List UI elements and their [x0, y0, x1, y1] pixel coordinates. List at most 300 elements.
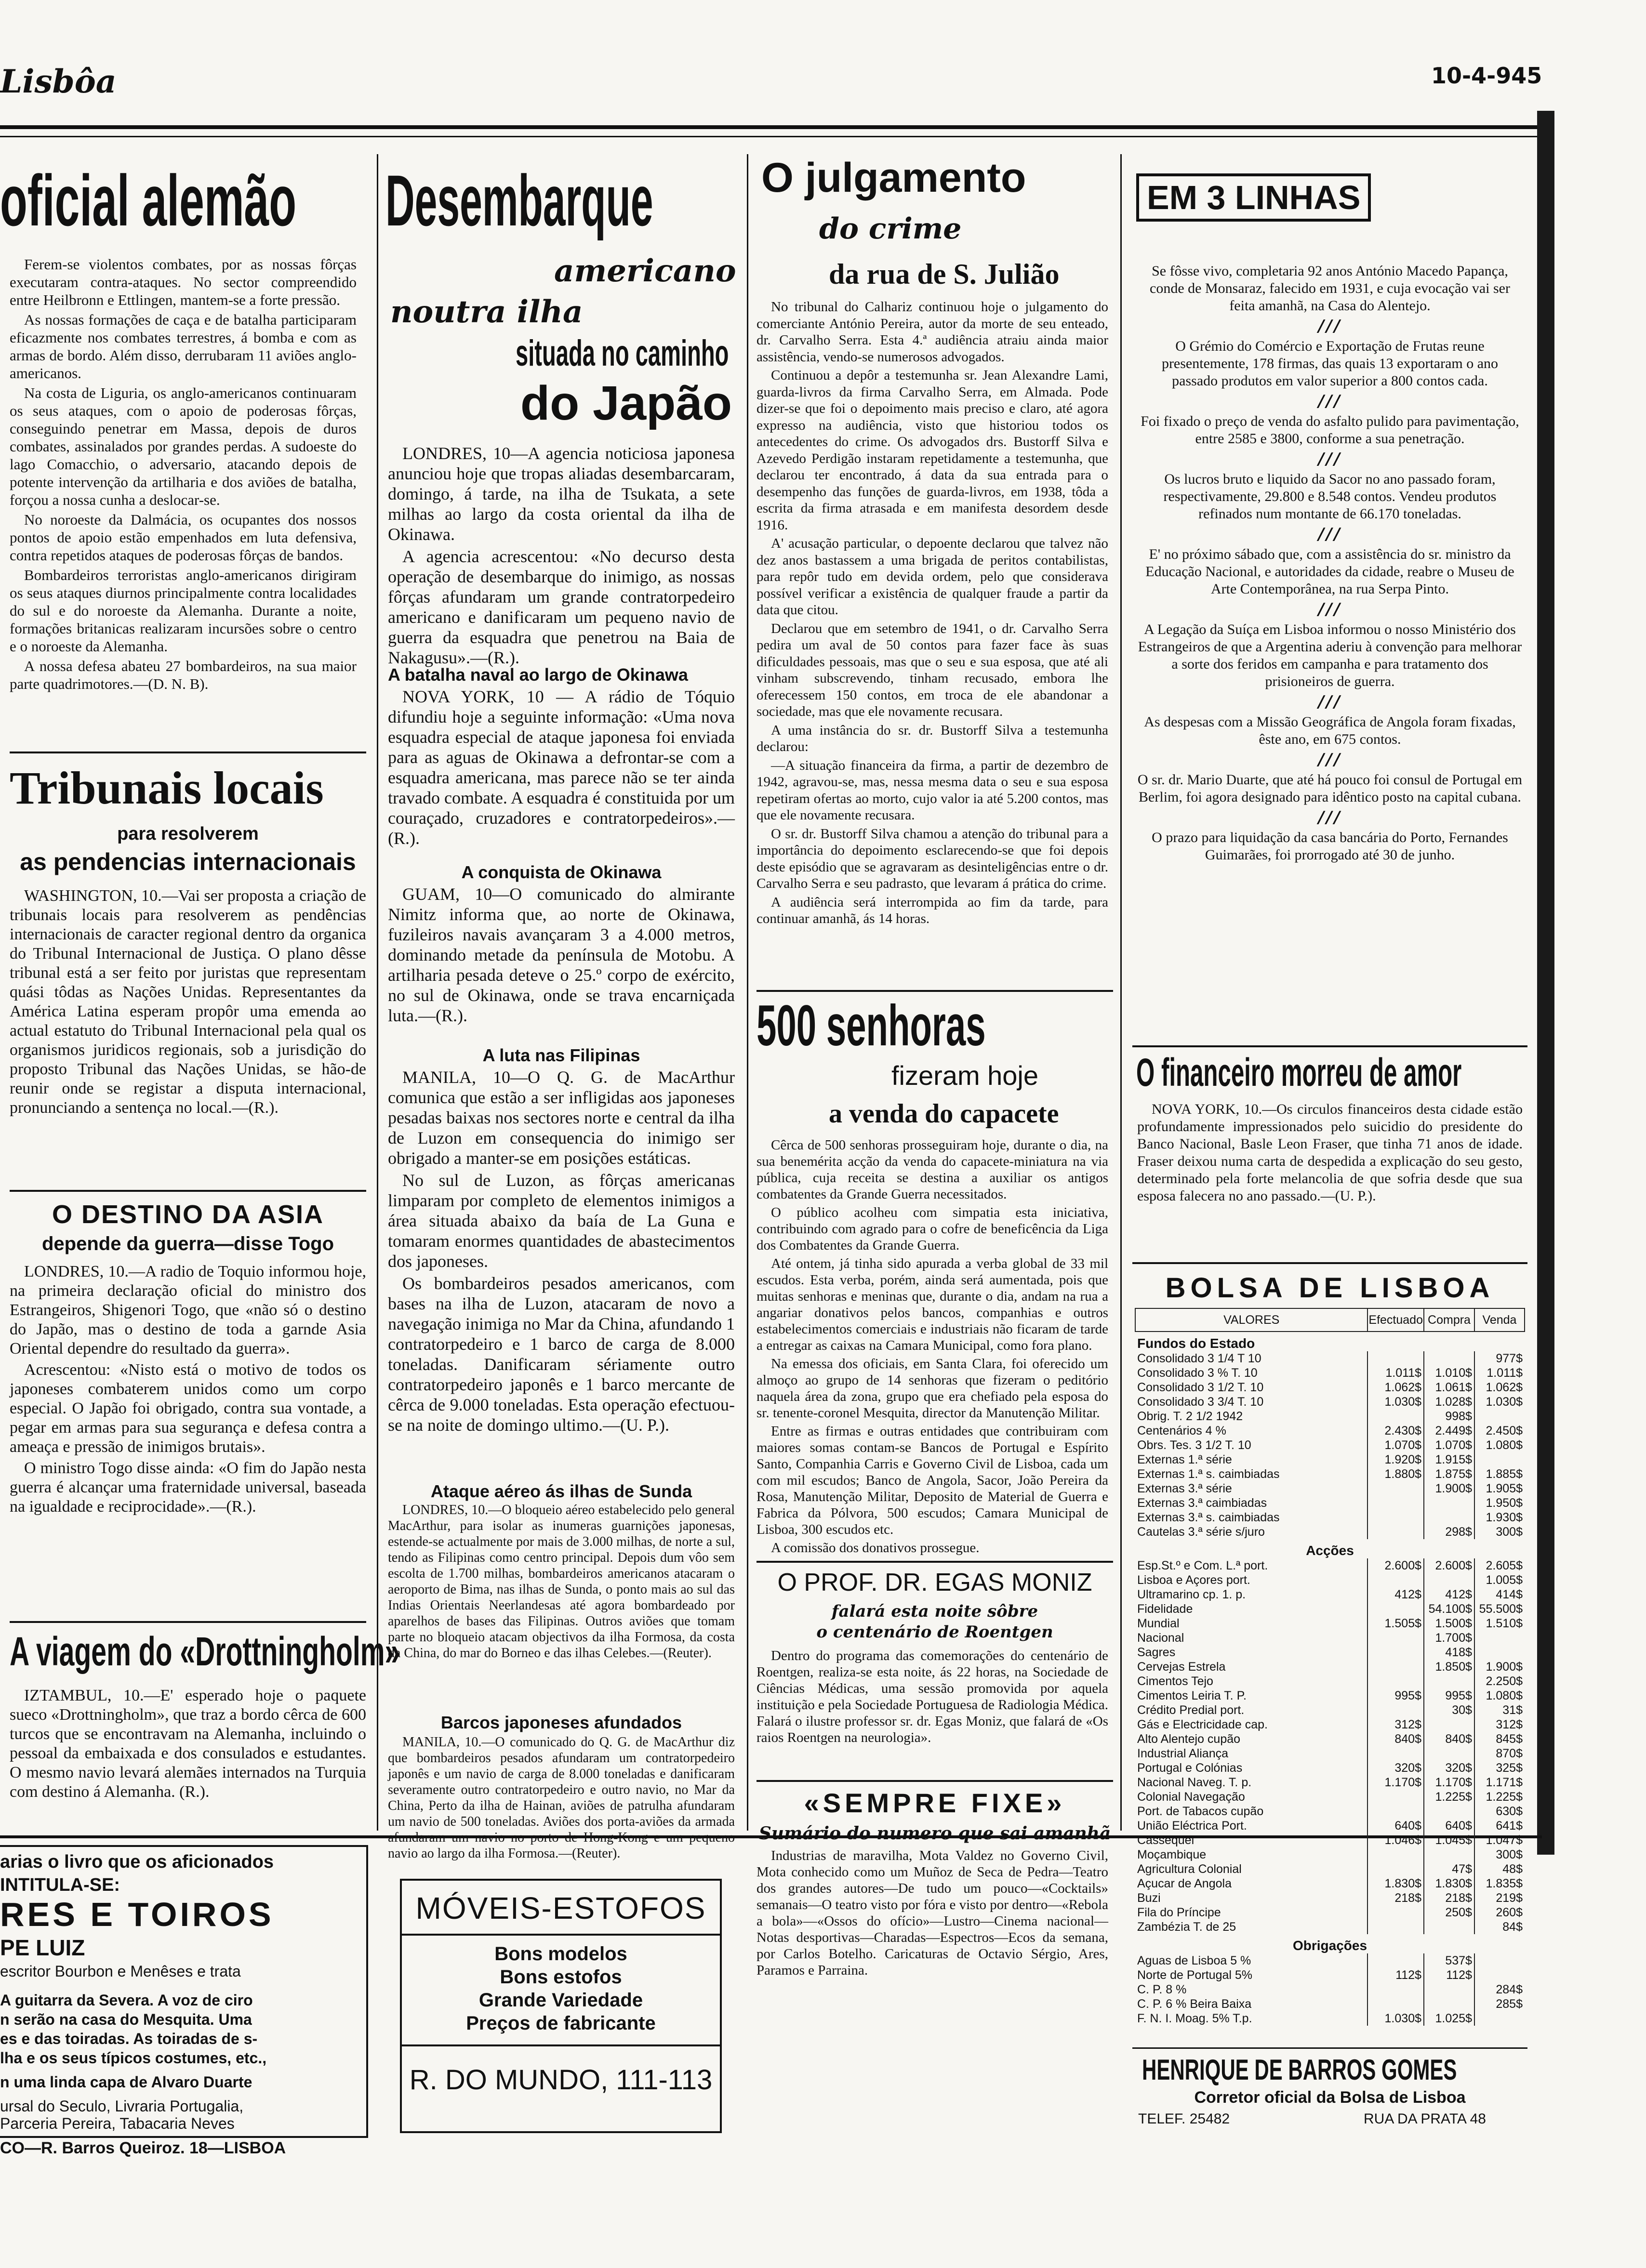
bolsa-row [1135, 1905, 1525, 1920]
bolsa-row [1135, 1602, 1525, 1616]
bolsa-row [1135, 1674, 1525, 1688]
bolsa-efectuado: 1.170$ [1367, 1775, 1424, 1790]
bolsa-row [1135, 1804, 1525, 1819]
ad-line: Parceria Pereira, Tabacaria Neves [0, 2115, 235, 2132]
broker-phone: TELEF. 25482 [1138, 2111, 1230, 2127]
bolsa-row [1135, 1587, 1525, 1602]
separator-mark: /// [1318, 525, 1342, 544]
bolsa-efectuado: 840$ [1367, 1732, 1424, 1746]
bolsa-efectuado: 640$ [1367, 1819, 1424, 1833]
bolsa-row [1135, 1732, 1525, 1746]
ad-line: Bons estofos [500, 1966, 622, 1988]
ad-line: Grande Variedade [478, 1990, 643, 2011]
bolsa-efectuado [1367, 1847, 1424, 1862]
bolsa-venda [1474, 1452, 1525, 1467]
bolsa-efectuado [1367, 1645, 1424, 1660]
bolsa-security-name: Agricultura Colonial [1137, 1862, 1242, 1876]
bolsa-compra: 1.225$ [1424, 1790, 1474, 1804]
bolsa-venda: 2.605$ [1474, 1558, 1525, 1573]
bolsa-venda: 1.011$ [1474, 1366, 1525, 1380]
ad-line: Preços de fabricante [466, 2013, 656, 2034]
subhead: para resolverem [117, 824, 259, 844]
subhead: Sumário do numero que sai amanhã [758, 1823, 1111, 1844]
bolsa-compra: 995$ [1424, 1688, 1474, 1703]
bolsa-row [1135, 1790, 1525, 1804]
paragraph: As nossas formações de caça e de batalha participaram eficazmente nos combates terrestres, á bomba e com as armas de bordo. Além disso, derrubaram 11 aviões anglo-americanos. [10, 311, 357, 382]
bolsa-compra: 1.915$ [1424, 1452, 1474, 1467]
paragraph: Entre as firmas e outras entidades que contribuiram com maiores somas contam-se Bancos de Portugal e Espírito Santo, Companhia Carris e Governo Civil de Lisboa, cada um com mil escudos; Banco de Angola, Sacor, João Pereira da Rosa, Manutenção Militar, Deposito de Material de Guerra e Fabrica da Pólvora, 500 escudos; Camara Municipal de Lisboa, 300 escudos etc. [757, 1424, 1108, 1537]
bolsa-row [1135, 1891, 1525, 1905]
paragraph: A comissão dos donativos prossegue. [771, 1540, 980, 1556]
divider [402, 1934, 720, 1936]
headline-destino-asia: O DESTINO DA ASIA [52, 1200, 324, 1229]
bolsa-row [1135, 1847, 1525, 1862]
headline-oficial-alemao: oficial alemão [0, 160, 297, 241]
bolsa-venda: 260$ [1474, 1905, 1525, 1920]
bolsa-security-name: Alto Alentejo cupão [1137, 1732, 1241, 1746]
paragraph: Os bombardeiros pesados americanos, com bases na ilha de Luzon, atacaram de novo a navegação inimiga no Mar da China, afundando 1 contratorpedeiro e 1 barco de carga de 8.000 toneladas. Danificaram sériamente outro contratorpedeiro japonês e 1 barco mercante de cêrca de 9.000 toneladas. Esta operação efectuou-se na noite de domingo ultimo.—(U. P.). [388, 1274, 735, 1435]
bolsa-row [1135, 1366, 1525, 1380]
bolsa-security-name: Externas 3.ª s. caimbiadas [1137, 1510, 1280, 1524]
article-500-senhoras [757, 1137, 1108, 1556]
bolsa-row [1135, 1510, 1525, 1525]
news-brief: Foi fixado o preço de venda do asfalto pulido para pavimentação, entre 2585 e 3800, conforme a sua penetração. [1141, 413, 1519, 447]
bolsa-venda: 630$ [1474, 1804, 1525, 1819]
article-desembarque [388, 443, 735, 684]
paragraph: No noroeste da Dalmácia, os ocupantes dos nossos pontos de apoio estão empenhados em luta defensiva, contra repetidos ataques de poderosas fôrças de bandos. [10, 511, 357, 564]
bolsa-compra: 320$ [1424, 1761, 1474, 1775]
ad-line: escritor Bourbon e Menêses e trata [0, 1963, 241, 1980]
em-3-linhas-list [1137, 263, 1523, 1014]
bolsa-compra: 998$ [1424, 1409, 1474, 1424]
bolsa-compra: 47$ [1424, 1862, 1474, 1876]
paragraph: IZTAMBUL, 10.—E' esperado hoje o paquete sueco «Drottningholm», que traz a bordo cêrca de 600 turcos que se encontravam na Alemanha, incluindo o pessoal da embaixada e dos consulados e estudantes. O mesmo navio levará alemães internados na Turquia com destino á Alemanha. (R.). [10, 1687, 366, 1801]
news-brief: O Grémio do Comércio e Exportação de Frutas reune presentemente, 178 firmas, das quais 13 exportaram o ano passado produtos em valor superior a 800 contos cada. [1161, 338, 1499, 389]
bolsa-compra: 298$ [1424, 1525, 1474, 1539]
bolsa-security-name: Norte de Portugal 5% [1137, 1968, 1253, 1982]
bolsa-efectuado [1367, 1862, 1424, 1876]
bolsa-efectuado [1367, 1409, 1424, 1424]
bolsa-efectuado: 312$ [1367, 1717, 1424, 1732]
bolsa-venda: 1.950$ [1474, 1496, 1525, 1510]
bolsa-security-name: Consolidado 3 1/4 T 10 [1137, 1351, 1261, 1365]
divider [402, 2044, 720, 2046]
bolsa-section-row [1135, 1539, 1525, 1558]
bolsa-section-label: Fundos do Estado [1137, 1336, 1255, 1351]
bolsa-efectuado [1367, 1920, 1424, 1934]
bolsa-compra: 1.500$ [1424, 1616, 1474, 1631]
ad-line: lha e os seus típicos costumes, etc., [0, 2049, 267, 2067]
subhead: o centenário de Roentgen [816, 1622, 1053, 1642]
issue-date: 10-4-945 [1431, 63, 1542, 89]
bolsa-efectuado [1367, 1905, 1424, 1920]
paragraph: Acrescentou: «Nisto está o motivo de todos os japoneses combaterem unidos como um corpo especial. O Japão foi obrigado, contra sua vontade, a pegar em armas para sua segurança e defesa contra a ameaça e pressão de inimigos brutais». [10, 1361, 366, 1456]
paragraph: Declarou que em setembro de 1941, o dr. Carvalho Serra pedira um aval de 50 contos para fazer face às suas dificuldades pessoais, mas que o seu e sua esposa, que até ali vinham subscrevendo, tinham recusado, embora lhe oferecessem 150 contos, em troca de ele abandonar a sociedade, mas que ele novamente recusara. [757, 620, 1108, 719]
bolsa-venda: 285$ [1474, 1997, 1525, 2011]
bolsa-venda: 300$ [1474, 1847, 1525, 1862]
bolsa-security-name: Açucar de Angola [1137, 1876, 1232, 1890]
bolsa-compra [1424, 1674, 1474, 1688]
bolsa-row [1135, 1525, 1525, 1539]
bolsa-security-name: Cervejas Estrela [1137, 1660, 1226, 1674]
bolsa-row [1135, 1351, 1525, 1366]
bolsa-venda [1474, 2011, 1525, 2026]
bolsa-security-name: Lisboa e Açores port. [1137, 1573, 1250, 1587]
bolsa-section-label: Obrigações [1292, 1938, 1367, 1953]
bolsa-row [1135, 1631, 1525, 1645]
paragraph: LONDRES, 10.—A radio de Toquio informou hoje, na primeira declaração oficial do ministro dos Estrangeiros, Shigenori Togo, que «não só o destino do Japão, mas o destino de toda a garnde Asia Oriental dependre do resultado da guerra». [10, 1263, 366, 1358]
bolsa-efectuado: 1.046$ [1367, 1833, 1424, 1847]
bolsa-compra: 250$ [1424, 1905, 1474, 1920]
bolsa-security-name: União Eléctrica Port. [1137, 1819, 1247, 1833]
bolsa-compra: 2.449$ [1424, 1424, 1474, 1438]
bolsa-venda: 1.005$ [1474, 1573, 1525, 1587]
subhead: falará esta noite sôbre [831, 1602, 1038, 1621]
bolsa-row [1135, 1467, 1525, 1481]
bolsa-row [1135, 1438, 1525, 1452]
bolsa-venda: 977$ [1474, 1351, 1525, 1366]
bolsa-venda: 1.080$ [1474, 1688, 1525, 1703]
bolsa-venda: 312$ [1474, 1717, 1525, 1732]
paragraph: No tribunal do Calhariz continuou hoje o julgamento do comerciante António Pereira, autor da morte de seu enteado, dr. Carvalho Serra. Esta 4.ª audiência atraiu ainda maior assistência, vendo-se numerosos advogados. [757, 299, 1108, 365]
bolsa-row [1135, 1876, 1525, 1891]
bolsa-row [1135, 1703, 1525, 1717]
bolsa-row [1135, 1380, 1525, 1395]
paragraph: A audiência será interrompida ao fim da tarde, para continuar amanhã, ás 14 horas. [757, 894, 1108, 926]
bolsa-section-label: Acções [1306, 1543, 1354, 1558]
bolsa-security-name: Esp.St.º e Com. L.ª port. [1137, 1558, 1268, 1572]
bolsa-col-header: Venda [1474, 1308, 1525, 1332]
ad-line: n serão na casa do Mesquita. Uma [0, 2011, 252, 2028]
bolsa-row [1135, 1481, 1525, 1496]
bolsa-compra: 1.850$ [1424, 1660, 1474, 1674]
bolsa-row [1135, 1573, 1525, 1587]
bolsa-efectuado [1367, 1602, 1424, 1616]
bolsa-compra: 418$ [1424, 1645, 1474, 1660]
column-divider [1120, 154, 1122, 1831]
bolsa-row [1135, 1968, 1525, 1982]
divider [757, 990, 1113, 992]
section-heading: Barcos japoneses afundados [440, 1713, 682, 1732]
bolsa-row [1135, 1558, 1525, 1573]
bolsa-venda: 1.030$ [1474, 1395, 1525, 1409]
bolsa-venda: 1.930$ [1474, 1510, 1525, 1525]
article-drottningholm [10, 1686, 366, 1831]
bolsa-security-name: Ultramarino cp. 1. p. [1137, 1587, 1246, 1601]
bolsa-efectuado: 1.062$ [1367, 1380, 1424, 1395]
bolsa-table-wrap [1135, 1308, 1525, 2040]
ad-moveis-estofos [400, 1879, 722, 2133]
bolsa-security-name: Fidelidade [1137, 1602, 1193, 1616]
bolsa-efectuado: 1.030$ [1367, 2011, 1424, 2026]
bolsa-efectuado: 1.830$ [1367, 1876, 1424, 1891]
bolsa-security-name: Buzi [1137, 1891, 1161, 1905]
bolsa-row [1135, 1688, 1525, 1703]
bolsa-security-name: Colonial Navegação [1137, 1790, 1245, 1804]
bolsa-security-name: Cimentos Leiria T. P. [1137, 1688, 1247, 1702]
bolsa-efectuado: 112$ [1367, 1968, 1424, 1982]
bolsa-compra [1424, 1496, 1474, 1510]
paragraph: —A situação financeira da firma, a partir de dezembro de 1942, agravou-se, mas, nessa mesma data o seu e sua esposa repetiram ofertas ao morto, cujo valor ia até 5.200 contos, mas que ele novamente recusara. [757, 757, 1108, 823]
bolsa-venda: 325$ [1474, 1761, 1525, 1775]
headline-drottningholm: A viagem do «Drottningholm» [10, 1629, 400, 1674]
paragraph: Até ontem, já tinha sido apurada a verba global de 33 mil escudos. Esta verba, porém, ainda será aumentada, pois que muitas senhoras e meninas que, durante o dia, andam na rua a angariar donativos pelos bancos, companhias e outros estabelecimentos comerciais e industriais não ficaram de tarde a entregar as caixas na Camara Municipal, como fora plano. [757, 1256, 1108, 1353]
bolsa-compra [1424, 1982, 1474, 1997]
bolsa-efectuado [1367, 1496, 1424, 1510]
bolsa-security-name: Portugal e Colónias [1137, 1761, 1243, 1775]
bolsa-compra: 412$ [1424, 1587, 1474, 1602]
news-brief: As despesas com a Missão Geográfica de Angola foram fixadas, êste ano, em 675 contos. [1144, 714, 1516, 747]
ad-line: A guitarra da Severa. A voz de ciro [0, 1991, 253, 2009]
bolsa-venda: 31$ [1474, 1703, 1525, 1717]
bolsa-efectuado [1367, 1525, 1424, 1539]
bolsa-efectuado [1367, 1997, 1424, 2011]
bolsa-compra: 54.100$ [1424, 1602, 1474, 1616]
paragraph: MANILA, 10.—O comunicado do Q. G. de MacArthur diz que bombardeiros pesados afundaram um contratorpedeiro japonês e um navio de carga de 8.000 toneladas e danificaram severamente outro contratorpedeiro e outro navio, no Mar da China, Perto da ilha de Hainan, aviões de patrulha afundaram um navio de 500 toneladas. Aviões dos porta-aviões da armada afundaram um navio no porto de Hong-Kong e um pequeno navio ao largo da ilha Formosa.—(Reuter). [388, 1735, 735, 1861]
bolsa-security-name: Obrs. Tes. 3 1/2 T. 10 [1137, 1438, 1251, 1452]
paragraph: A uma instância do sr. dr. Bustorff Silva a testemunha declarou: [757, 722, 1108, 754]
ad-line: ursal do Seculo, Livraria Portugalia, [0, 2097, 244, 2115]
news-brief: A Legação da Suíça em Lisboa informou o nosso Ministério dos Estrangeiros de que a Argentina aderiu à convenção para melhorar a sorte dos feridos em campanha e para tratamento dos prisioneiros de guerra. [1138, 621, 1522, 689]
bolsa-venda: 1.905$ [1474, 1481, 1525, 1496]
headline-financeiro: O financeiro morreu de amor [1136, 1051, 1462, 1094]
headline-500-senhoras: 500 senhoras [757, 993, 986, 1058]
bolsa-venda: 1.080$ [1474, 1438, 1525, 1452]
paragraph: Bombardeiros terroristas anglo-americanos dirigiram os seus ataques diurnos principalmente contra localidades do sul e do noroeste da Alemanha. Durante a noite, formações britanicas realizaram incursões sobre o centro e o noroeste da Alemanha. [10, 567, 357, 655]
bolsa-security-name: Zambézia T. de 25 [1137, 1920, 1236, 1934]
bolsa-table [1135, 1308, 1525, 2026]
section-heading: A conquista de Okinawa [461, 862, 662, 882]
bolsa-compra: 1.875$ [1424, 1467, 1474, 1481]
bolsa-compra: 1.028$ [1424, 1395, 1474, 1409]
column-divider [747, 154, 748, 1831]
bolsa-efectuado [1367, 1804, 1424, 1819]
bolsa-compra: 2.600$ [1424, 1558, 1474, 1573]
bolsa-row [1135, 1862, 1525, 1876]
ad-line: RES E TOIROS [0, 1896, 274, 1933]
bolsa-col-header: Efectuado [1367, 1308, 1424, 1332]
bolsa-venda [1474, 1968, 1525, 1982]
ad-line: es e das toiradas. As toiradas de s- [0, 2030, 258, 2047]
paragraph: NOVA YORK, 10.—Os circulos financeiros desta cidade estão profundamente impressionados pelo suicidio do presidente do Banco Nacional, Basle Leon Fraser, que tinha 71 anos de idade. Fraser deixou numa carta de despedida a explicação do seu gesto, determinado pela forte melancolia de que sofria desde que sua esposa falecera no ano passado.—(U. P.). [1137, 1101, 1523, 1204]
ad-line: MÓVEIS-ESTOFOS [415, 1891, 706, 1925]
bolsa-security-name: Cassequel [1137, 1833, 1195, 1847]
ad-line: INTITULA-SE: [0, 1875, 120, 1895]
divider [10, 1190, 366, 1192]
bolsa-row [1135, 1775, 1525, 1790]
bolsa-header-row [1135, 1308, 1525, 1332]
article-egas-moniz [757, 1648, 1108, 1773]
bolsa-efectuado: 2.430$ [1367, 1424, 1424, 1438]
bolsa-venda: 870$ [1474, 1746, 1525, 1761]
bolsa-efectuado [1367, 1631, 1424, 1645]
bolsa-venda [1474, 1953, 1525, 1968]
bolsa-efectuado: 995$ [1367, 1688, 1424, 1703]
bolsa-security-name: Consolidado 3 1/2 T. 10 [1137, 1380, 1264, 1394]
divider [757, 1780, 1113, 1782]
bolsa-row [1135, 1746, 1525, 1761]
bolsa-efectuado: 320$ [1367, 1761, 1424, 1775]
paragraph: A nossa defesa abateu 27 bombardeiros, na sua maior parte quadrimotores.—(D. N. B). [10, 658, 357, 692]
subhead: do Japão [520, 376, 732, 430]
section-heading: A batalha naval ao largo de Okinawa [388, 665, 688, 685]
bolsa-compra: 1.700$ [1424, 1631, 1474, 1645]
subhead: a venda do capacete [829, 1099, 1059, 1129]
bolsa-row [1135, 1761, 1525, 1775]
subhead: noutra ilha [390, 294, 583, 330]
bolsa-security-name: C. P. 8 % [1137, 1982, 1187, 1996]
bolsa-venda: 1.835$ [1474, 1876, 1525, 1891]
subhead: da rua de S. Julião [829, 258, 1060, 290]
bolsa-security-name: Sagres [1137, 1645, 1176, 1659]
bolsa-compra [1424, 1997, 1474, 2011]
article-julgamento [757, 299, 1108, 983]
bolsa-venda: 1.047$ [1474, 1833, 1525, 1847]
paragraph: O sr. dr. Bustorff Silva chamou a atenção do tribunal para a importância do depoimento esclarecendo-se que foi depois deste episódio que se agravaram as desinteligências entre o dr. Carvalho Serra e seu padrasto, que levaram á prática do crime. [757, 826, 1108, 891]
bolsa-section-row [1135, 1332, 1525, 1351]
paragraph: O ministro Togo disse ainda: «O fim do Japão nesta guerra é alcançar uma fraternidade universal, baseada na igualdade e reciprocidade».—(R.). [10, 1459, 366, 1516]
bolsa-venda: 284$ [1474, 1982, 1525, 1997]
bolsa-efectuado [1367, 1703, 1424, 1717]
bolsa-security-name: Centenários 4 % [1137, 1424, 1226, 1437]
bolsa-security-name: C. P. 6 % Beira Baixa [1137, 1997, 1252, 2011]
bolsa-efectuado: 2.600$ [1367, 1558, 1424, 1573]
bolsa-efectuado [1367, 1351, 1424, 1366]
news-brief: E' no próximo sábado que, com a assistência do sr. ministro da Educação Nacional, e autoridades da cidade, reabre o Museu de Arte Contemporânea, na rua Serpa Pinto. [1145, 546, 1514, 597]
bolsa-efectuado [1367, 1510, 1424, 1525]
bolsa-row [1135, 1953, 1525, 1968]
bolsa-row [1135, 1982, 1525, 1997]
bolsa-compra: 1.170$ [1424, 1775, 1474, 1790]
news-brief: Se fôsse vivo, completaria 92 anos António Macedo Papança, conde de Monsaraz, falecido em 1931, e cuja evocação vai ser feita amanhã, na Casa do Alentejo. [1150, 263, 1510, 314]
column-divider [377, 154, 378, 1831]
bolsa-compra: 112$ [1424, 1968, 1474, 1982]
bolsa-compra: 1.070$ [1424, 1438, 1474, 1452]
subhead: situada no caminho [516, 333, 729, 374]
bolsa-security-name: Obrig. T. 2 1/2 1942 [1137, 1409, 1243, 1423]
bolsa-row [1135, 1819, 1525, 1833]
paragraph: LONDRES, 10.—O bloqueio aéreo estabelecido pelo general MacArthur, para isolar as inumeras guarnições japonesas, estende-se actualmente por mais de 3.000 milhas, de norte a sul, tendo as Filipinas como centro principal. Depois dum vôo sem escolta de 1.700 milhas, bombardeiros americanos atacaram o aeroporto de Bima, nas ilhas de Sunda, o ponto mais ao sul das Indias Orientais Neerlandesas até agora bombardeado por aparelhos de bases das Filipinas. Outros aviões que tomam parte no bloqueio atacam objectivos da ilha Formosa, da costa da China, do mar do Borneo e das ilhas Celebes.—(Reuter). [388, 1503, 735, 1661]
paragraph: A agencia acrescentou: «No decurso desta operação de desembarque do inimigo, as nossas fôrças afundaram um grande contratorpedeiro americano e danificaram um pequeno navio de guerra da esquadra que penetrou na Baia de Nakagusu».—(R.). [388, 547, 735, 667]
bolsa-venda: 1.225$ [1474, 1790, 1525, 1804]
article-luta-filipinas [388, 1067, 735, 1481]
separator-mark: /// [1318, 692, 1342, 712]
bolsa-title: BOLSA DE LISBOA [1165, 1272, 1495, 1304]
bolsa-security-name: Fila do Príncipe [1137, 1905, 1221, 1919]
bolsa-compra [1424, 1351, 1474, 1366]
bolsa-security-name: Nacional Naveg. T. p. [1137, 1775, 1252, 1789]
headline-desembarque: Desembarque [385, 160, 653, 241]
bolsa-security-name: Consolidado 3 % T. 10 [1137, 1366, 1258, 1380]
paragraph: MANILA, 10—O Q. G. de MacArthur comunica que estão a ser infligidas aos japoneses pesadas baixas nos sectores norte e central da ilha de Luzon em consequencia do inimigo ser obrigado a manter-se em posições estáticas. [388, 1068, 735, 1168]
separator-mark: /// [1318, 750, 1342, 769]
paragraph: O público acolheu com simpatia esta iniciativa, contribuindo com agrado para o cofre de beneficência da Liga dos Combatentes da Grande Guerra. [757, 1205, 1108, 1253]
bolsa-section-row [1135, 1934, 1525, 1953]
bolsa-row [1135, 1660, 1525, 1674]
bolsa-security-name: Cimentos Tejo [1137, 1674, 1213, 1688]
bolsa-venda: 84$ [1474, 1920, 1525, 1934]
bolsa-efectuado [1367, 1953, 1424, 1968]
bolsa-venda: 1.885$ [1474, 1467, 1525, 1481]
paragraph: WASHINGTON, 10.—Vai ser proposta a criação de tribunais locais para resolverem as pendências internacionais de caracter regional dentro da organica do Tribunal Internacional de Justiça. O plano dêsse tribunal está a ser feito por juristas que representam quási tôdas as Nações Unidas. Representantes da América Latina esperam propôr uma emenda ao actual estatuto do Tribunal Internacional pela qual os organismos juridicos regionais, sob a jurisdição do proposto Tribunal das Nações Unidas, se hão-de reunir onde se registar a disputa internacional, pronunciando a sentença no local.—(R.). [10, 887, 366, 1117]
bolsa-venda: 219$ [1474, 1891, 1525, 1905]
paragraph: Na emessa dos oficiais, em Santa Clara, foi oferecido um almoço ao grupo de 14 senhoras que fizeram o peditório naquela área da zona, grupo que era chefiado pela esposa do sr. tenente-coronel Mesquita, director da Manutenção Militar. [757, 1356, 1108, 1421]
divider [1132, 1045, 1527, 1047]
subhead: americano [554, 253, 736, 289]
broker-address: RUA DA PRATA 48 [1364, 2111, 1486, 2127]
bolsa-row [1135, 1920, 1525, 1934]
header-rule-thin [0, 136, 1542, 137]
bolsa-efectuado [1367, 1790, 1424, 1804]
paragraph: No sul de Luzon, as fôrças americanas limparam por completo de elementos inimigos a área situada abaixo da baía de La Guna e tomaram enormes quantidades de abastecimentos dos japoneses. [388, 1171, 735, 1271]
bolsa-venda: 2.450$ [1474, 1424, 1525, 1438]
headline-egas-moniz: O PROF. DR. EGAS MONIZ [777, 1569, 1092, 1596]
bolsa-efectuado [1367, 1982, 1424, 1997]
bolsa-venda: 414$ [1474, 1587, 1525, 1602]
bolsa-row [1135, 1717, 1525, 1732]
ad-line: arias o livro que os aficionados [0, 1852, 274, 1872]
bolsa-compra: 640$ [1424, 1819, 1474, 1833]
headline-julgamento: O julgamento [761, 155, 1026, 201]
bolsa-compra: 30$ [1424, 1703, 1474, 1717]
bolsa-venda [1474, 1645, 1525, 1660]
divider [10, 752, 366, 753]
article-financeiro [1137, 1101, 1523, 1260]
article-sempre-fixe [757, 1847, 1108, 2117]
bolsa-row [1135, 1645, 1525, 1660]
paragraph: NOVA YORK, 10 — A rádio de Tóquio difundiu hoje a seguinte informação: «Uma nova esquadra especial de ataque japonesa foi enviada para as aguas de Okinawa a defrontar-se com a esquadra americana, mas parece não se ter ainda travado combate. A esquadra é constituida por um couraçado, cruzadores e contratorpedeiros».—(R.). [388, 687, 735, 848]
bolsa-row [1135, 1496, 1525, 1510]
article-oficial-alemao [10, 255, 357, 742]
divider [1132, 1262, 1527, 1264]
bolsa-venda: 1.062$ [1474, 1380, 1525, 1395]
bolsa-venda: 48$ [1474, 1862, 1525, 1876]
bolsa-venda: 55.500$ [1474, 1602, 1525, 1616]
bolsa-security-name: Consolidado 3 3/4 T. 10 [1137, 1395, 1264, 1409]
news-brief: Os lucros bruto e liquido da Sacor no ano passado foram, respectivamente, 29.800 e 8.548 contos. Vendeu produtos refinados num montante de 66.170 toneladas. [1163, 471, 1497, 522]
bolsa-venda [1474, 1409, 1525, 1424]
bolsa-efectuado: 218$ [1367, 1891, 1424, 1905]
ad-line: R. DO MUNDO, 111-113 [409, 2064, 713, 2096]
bolsa-compra [1424, 1746, 1474, 1761]
bolsa-efectuado: 1.920$ [1367, 1452, 1424, 1467]
broker-name: HENRIQUE DE BARROS GOMES [1142, 2054, 1457, 2086]
bolsa-compra: 1.045$ [1424, 1833, 1474, 1847]
bolsa-compra: 1.010$ [1424, 1366, 1474, 1380]
headline-tribunais-locais: Tribunais locais [10, 762, 324, 814]
bolsa-security-name: Externas 3.ª série [1137, 1481, 1232, 1495]
bolsa-efectuado: 1.880$ [1367, 1467, 1424, 1481]
paragraph: Continuou a depôr a testemunha sr. Jean Alexandre Lami, guarda-livros da firma Carvalho Serra, em Almada. Pode dizer-se que foi o depoimento mais preciso e claro, até agora expresso na audiência, visto que historiou todos os antecedentes do crime. Os advogados drs. Bustorff Silva e Azevedo Perdigão instaram repetidamente a testemunha, que declarou ter encontrado, á data da sua entrada para o desempenho das funções de guarda-livros, em 1938, tôda a escrita da firma atrasada e em manifesta desordem desde 1916. [757, 368, 1108, 533]
bolsa-compra: 840$ [1424, 1732, 1474, 1746]
bolsa-security-name: Externas 1.ª s. caimbiadas [1137, 1467, 1280, 1481]
bolsa-security-name: Mundial [1137, 1616, 1180, 1630]
bolsa-venda: 1.900$ [1474, 1660, 1525, 1674]
bolsa-compra [1424, 1573, 1474, 1587]
news-brief: O prazo para liquidação da casa bancária do Porto, Fernandes Guimarães, foi prorrogado até 30 de junho. [1152, 830, 1508, 863]
paragraph: A' acusação particular, o depoente declarou que talvez não dez anos bastassem a uma brigada de peritos contabilistas, para repôr tudo em devida ordem, pelo que considerava possível verificar a existência de qualquer fraude a partir da data que citou. [757, 536, 1108, 618]
ad-line: CO—R. Barros Queiroz. 18—LISBOA [0, 2139, 286, 2157]
bolsa-efectuado [1367, 1674, 1424, 1688]
bolsa-venda: 1.510$ [1474, 1616, 1525, 1631]
bolsa-efectuado [1367, 1573, 1424, 1587]
bolsa-security-name: Moçambique [1137, 1847, 1207, 1861]
bolsa-security-name: Nacional [1137, 1631, 1184, 1645]
bolsa-compra: 537$ [1424, 1953, 1474, 1968]
subhead: fizeram hoje [891, 1060, 1039, 1091]
paragraph: Cêrca de 500 senhoras prosseguiram hoje, durante o dia, na sua benemérita acção da venda do capacete-miniatura na via pública, cuja receita se destina a auxiliar os antigos combatentes da Grande Guerra necessitados. [757, 1137, 1108, 1202]
bolsa-efectuado: 412$ [1367, 1587, 1424, 1602]
